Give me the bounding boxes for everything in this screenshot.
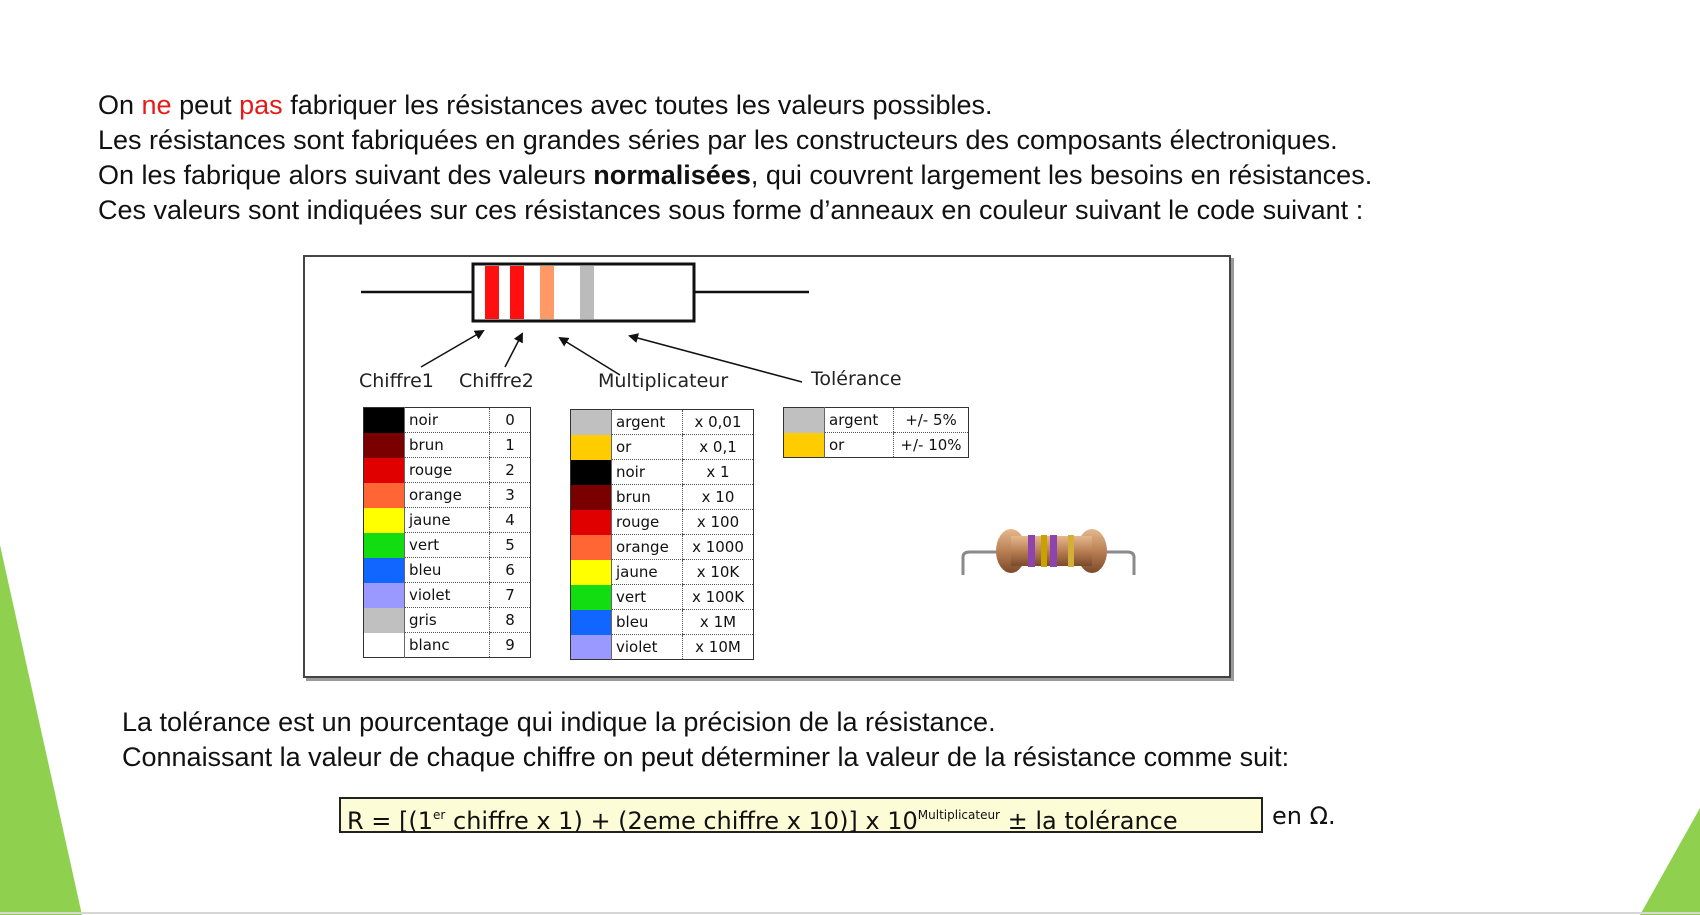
para2-line-2: Connaissant la valeur de chaque chiffre on peut déterminer la valeur de la résistance comme suit: [122,742,1290,772]
color-value: 2 [490,458,531,483]
color-value: x 1000 [683,535,754,560]
table-row [364,533,531,558]
color-name: violet [612,635,683,660]
intro-line-1 [98,88,1372,123]
color-value: x 10M [683,635,754,660]
table-row [364,633,531,658]
color-swatch [364,558,405,583]
formula-unit: en Ω. [1272,802,1336,830]
color-name: rouge [405,458,490,483]
table-row [571,585,754,610]
color-name: or [825,433,894,458]
color-value: x 1M [683,610,754,635]
color-swatch [571,460,612,485]
intro-line-2: Les résistances sont fabriquées en grandes séries par les constructeurs des composants électroniques. [98,125,1338,155]
intro-line-1-end: fabriquer les résistances avec toutes les valeurs possibles. [282,90,993,120]
table-row [784,408,969,433]
color-swatch [571,435,612,460]
color-name: gris [405,608,490,633]
color-swatch [571,510,612,535]
color-swatch [571,535,612,560]
table-row [571,435,754,460]
table-row [364,433,531,458]
color-swatch [364,433,405,458]
intro-line-4: Ces valeurs sont indiquées sur ces résistances sous forme d’anneaux en couleur suivant le code suivant : [98,195,1364,225]
intro-line-3 [98,158,1372,193]
color-name: brun [405,433,490,458]
color-value: 0 [490,408,531,433]
table-row [571,410,754,435]
color-swatch [364,633,405,658]
table-row [364,483,531,508]
color-swatch [571,610,612,635]
color-name: argent [612,410,683,435]
color-value: x 100 [683,510,754,535]
resistor-band-1 [485,266,499,319]
color-name: vert [612,585,683,610]
color-name: orange [405,483,490,508]
color-value: 4 [490,508,531,533]
intro-line-3-end: , qui couvrent largement les besoins en résistances. [750,160,1373,190]
tolerance-paragraph [122,705,1289,775]
table-row [571,560,754,585]
color-value: x 0,01 [683,410,754,435]
color-value: x 100K [683,585,754,610]
formula-box [339,797,1263,833]
color-name: rouge [612,510,683,535]
green-triangle-left [0,545,82,915]
formula-part-1: R = [(1 [347,807,434,835]
header-chiffre1: Chiffre1 [359,370,434,392]
color-name: blanc [405,633,490,658]
color-value: +/- 10% [894,433,969,458]
color-value: 7 [490,583,531,608]
color-name: vert [405,533,490,558]
color-value: 5 [490,533,531,558]
color-name: bleu [405,558,490,583]
intro-line-1-start: On [98,90,142,120]
color-swatch [364,533,405,558]
color-swatch [364,608,405,633]
table-row [364,458,531,483]
resistor-band-4 [580,266,594,319]
color-value: x 1 [683,460,754,485]
color-value: 8 [490,608,531,633]
color-swatch [571,560,612,585]
table-row [364,608,531,633]
multiplier-table [570,409,754,660]
arrow-chiffre2 [505,334,522,367]
green-triangle-right [1640,808,1700,915]
formula-sup-multiplicateur: Multiplicateur [917,808,1000,822]
emphasis-normalisees: normalisées [593,160,751,190]
intro-line-3-start: On les fabrique alors suivant des valeurs [98,160,594,190]
color-name: bleu [612,610,683,635]
color-swatch [364,583,405,608]
para2-line-1: La tolérance est un pourcentage qui indique la précision de la résistance. [122,707,996,737]
table-row [571,460,754,485]
color-value: 6 [490,558,531,583]
color-swatch [571,585,612,610]
color-name: violet [405,583,490,608]
resistor-photo [963,529,1134,575]
color-swatch [364,408,405,433]
formula-part-2: chiffre x 1) + (2eme chiffre x 10)] x 10 [445,807,918,835]
color-name: noir [405,408,490,433]
color-swatch [784,408,825,433]
digits-table [363,407,531,658]
table-row [571,510,754,535]
color-swatch [571,635,612,660]
table-row [364,583,531,608]
color-value: x 10K [683,560,754,585]
color-name: brun [612,485,683,510]
table-row [571,485,754,510]
table-row [364,558,531,583]
color-name: orange [612,535,683,560]
table-row [364,408,531,433]
color-value: x 10 [683,485,754,510]
color-value: +/- 5% [894,408,969,433]
color-swatch [571,485,612,510]
table-row [571,635,754,660]
intro-paragraph [98,88,1372,228]
color-name: jaune [612,560,683,585]
header-tolerance: Tolérance [811,368,902,390]
header-multiplicateur: Multiplicateur [598,370,729,392]
formula-sup-er: er [433,808,446,822]
color-name: or [612,435,683,460]
color-value: 9 [490,633,531,658]
emphasis-pas: pas [239,90,283,120]
color-name: jaune [405,508,490,533]
color-name: argent [825,408,894,433]
header-chiffre2: Chiffre2 [459,370,534,392]
color-code-figure [303,255,1231,678]
color-value: x 0,1 [683,435,754,460]
color-swatch [571,410,612,435]
color-swatch [364,483,405,508]
emphasis-ne: ne [141,90,172,120]
table-row [571,610,754,635]
color-value: 3 [490,483,531,508]
color-swatch [364,458,405,483]
table-row [784,433,969,458]
table-row [364,508,531,533]
color-swatch [364,508,405,533]
color-name: noir [612,460,683,485]
resistor-band-3 [540,266,554,319]
formula-part-3: ± la tolérance [1000,807,1178,835]
arrow-chiffre1 [421,331,483,367]
tolerance-table [783,407,969,458]
table-row [571,535,754,560]
color-swatch [784,433,825,458]
color-value: 1 [490,433,531,458]
intro-line-1-mid: peut [171,90,240,120]
resistor-band-2 [510,266,524,319]
